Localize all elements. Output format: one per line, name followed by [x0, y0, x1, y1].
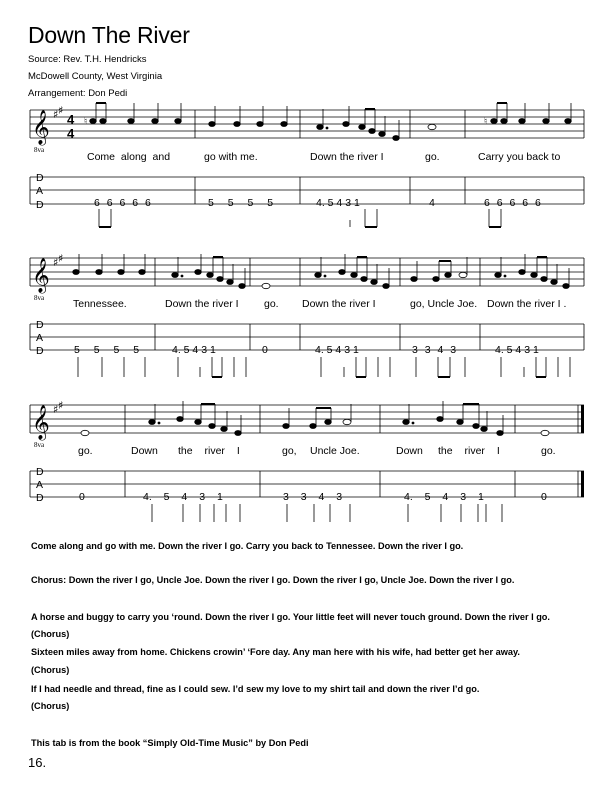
- sharp-icon: ♯: [58, 399, 64, 412]
- tab-measure: 0: [262, 344, 268, 356]
- chorus-marker: (Chorus): [31, 701, 70, 711]
- sharp-icon: ♯: [58, 252, 64, 265]
- lyric: Down: [396, 445, 423, 457]
- lyric: go with me.: [204, 151, 258, 163]
- lyric: go.: [264, 298, 279, 310]
- sharp-icon: ♯: [53, 108, 59, 121]
- verse-3: Sixteen miles away from home. Chickens crowin’ ‘Fore day. Any man here with his wife, had better get her away.: [31, 647, 520, 657]
- tab-measure: 6 6 6 6 6: [94, 197, 151, 209]
- sharp-icon: ♯: [53, 256, 59, 269]
- tab-measure: 4. 5 4 3 1: [404, 491, 484, 503]
- octave-label: 8va: [34, 441, 45, 449]
- svg-text:♮: ♮: [84, 116, 88, 126]
- tab-measure: 5 5 5 5: [208, 197, 274, 209]
- lyric: go, Uncle Joe.: [410, 298, 478, 310]
- tab-measure: 5 5 5 5: [74, 344, 140, 356]
- lyric: Carry you back to: [478, 151, 561, 163]
- tab-measure: 3 3 4 3: [283, 491, 343, 503]
- lyric: Come along and: [87, 151, 171, 163]
- string-label: A: [36, 185, 44, 197]
- string-label: A: [36, 479, 44, 491]
- lyric: go,: [282, 445, 297, 457]
- lyric: go.: [425, 151, 440, 163]
- staff-system-3: [30, 405, 584, 497]
- string-label: D: [36, 319, 44, 331]
- lyric: Down the river I: [302, 298, 376, 310]
- chorus-marker: (Chorus): [31, 629, 70, 639]
- tab-measure: 6 6 6 6 6: [484, 197, 541, 209]
- string-label: D: [36, 492, 44, 504]
- lyric: go.: [541, 445, 556, 457]
- verse-1: Come along and go with me. Down the river I go. Carry you back to Tennessee. Down the river I go.: [31, 541, 464, 551]
- notes-system-3: [81, 401, 549, 436]
- book-credit: This tab is from the book “Simply Old-Time Music” by Don Pedi: [31, 738, 309, 748]
- string-label: D: [36, 345, 44, 357]
- octave-label: 8va: [34, 146, 45, 154]
- octave-label: 8va: [34, 294, 45, 302]
- string-label: A: [36, 332, 44, 344]
- chorus-marker: (Chorus): [31, 665, 70, 675]
- arrangement-line: Arrangement: Don Pedi: [28, 88, 128, 99]
- final-barline: [581, 405, 584, 433]
- lyric: Down: [131, 445, 158, 457]
- lyric: the river I: [178, 445, 240, 457]
- verse-4: If I had needle and thread, fine as I could sew. I’d sew my love to my shirt tail and down the river I’d go.: [31, 684, 480, 694]
- svg-text:♮: ♮: [484, 116, 488, 126]
- lyric: Down the river I .: [487, 298, 567, 310]
- tab-measure: 4. 5 4 3 1: [315, 344, 359, 356]
- tab-measure: 4. 5 4 3 1: [495, 344, 539, 356]
- tab-measure: 0: [79, 491, 85, 503]
- string-label: D: [36, 199, 44, 211]
- string-label: D: [36, 172, 44, 184]
- tab-measure: 0: [541, 491, 547, 503]
- tab-measure: 4: [429, 197, 435, 209]
- lyric: Down the river I: [310, 151, 384, 163]
- lyric: Uncle Joe.: [310, 445, 360, 457]
- verse-2: A horse and buggy to carry you ‘round. Down the river I go. Your little feet will never touch ground. Down the river I go.: [31, 612, 550, 622]
- lyric: Tennessee.: [73, 298, 127, 310]
- treble-clef-icon: 𝄞: [32, 405, 50, 440]
- treble-clef-icon: 𝄞: [32, 110, 50, 145]
- page-title: Down The River: [28, 22, 190, 48]
- lyric: go.: [78, 445, 93, 457]
- tab-stems: [78, 209, 570, 522]
- page-number: 16.: [28, 755, 47, 770]
- tab-measure: 4. 5 4 3 1: [316, 197, 360, 209]
- time-sig-bottom: 4: [67, 126, 75, 141]
- final-tab-barline: [581, 471, 584, 497]
- tab-measure: 4. 5 4 3 1: [143, 491, 223, 503]
- tab-measure: 4. 5 4 3 1: [172, 344, 216, 356]
- county-line: McDowell County, West Virginia: [28, 71, 163, 82]
- sharp-icon: ♯: [53, 403, 59, 416]
- tab-measure: 3 3 4 3: [412, 344, 457, 356]
- chorus-text: Chorus: Down the river I go, Uncle Joe. Down the river I go. Down the river I go, Uncle Joe. Down the river I go.: [31, 575, 515, 585]
- notes-system-1: [84, 103, 571, 141]
- notes-system-2: [73, 254, 570, 289]
- lyric: the river I: [438, 445, 500, 457]
- string-label: D: [36, 466, 44, 478]
- source-line: Source: Rev. T.H. Hendricks: [28, 54, 147, 65]
- treble-clef-icon: 𝄞: [32, 258, 50, 293]
- lyric: Down the river I: [165, 298, 239, 310]
- sharp-icon: ♯: [58, 104, 64, 117]
- time-sig-top: 4: [67, 112, 75, 127]
